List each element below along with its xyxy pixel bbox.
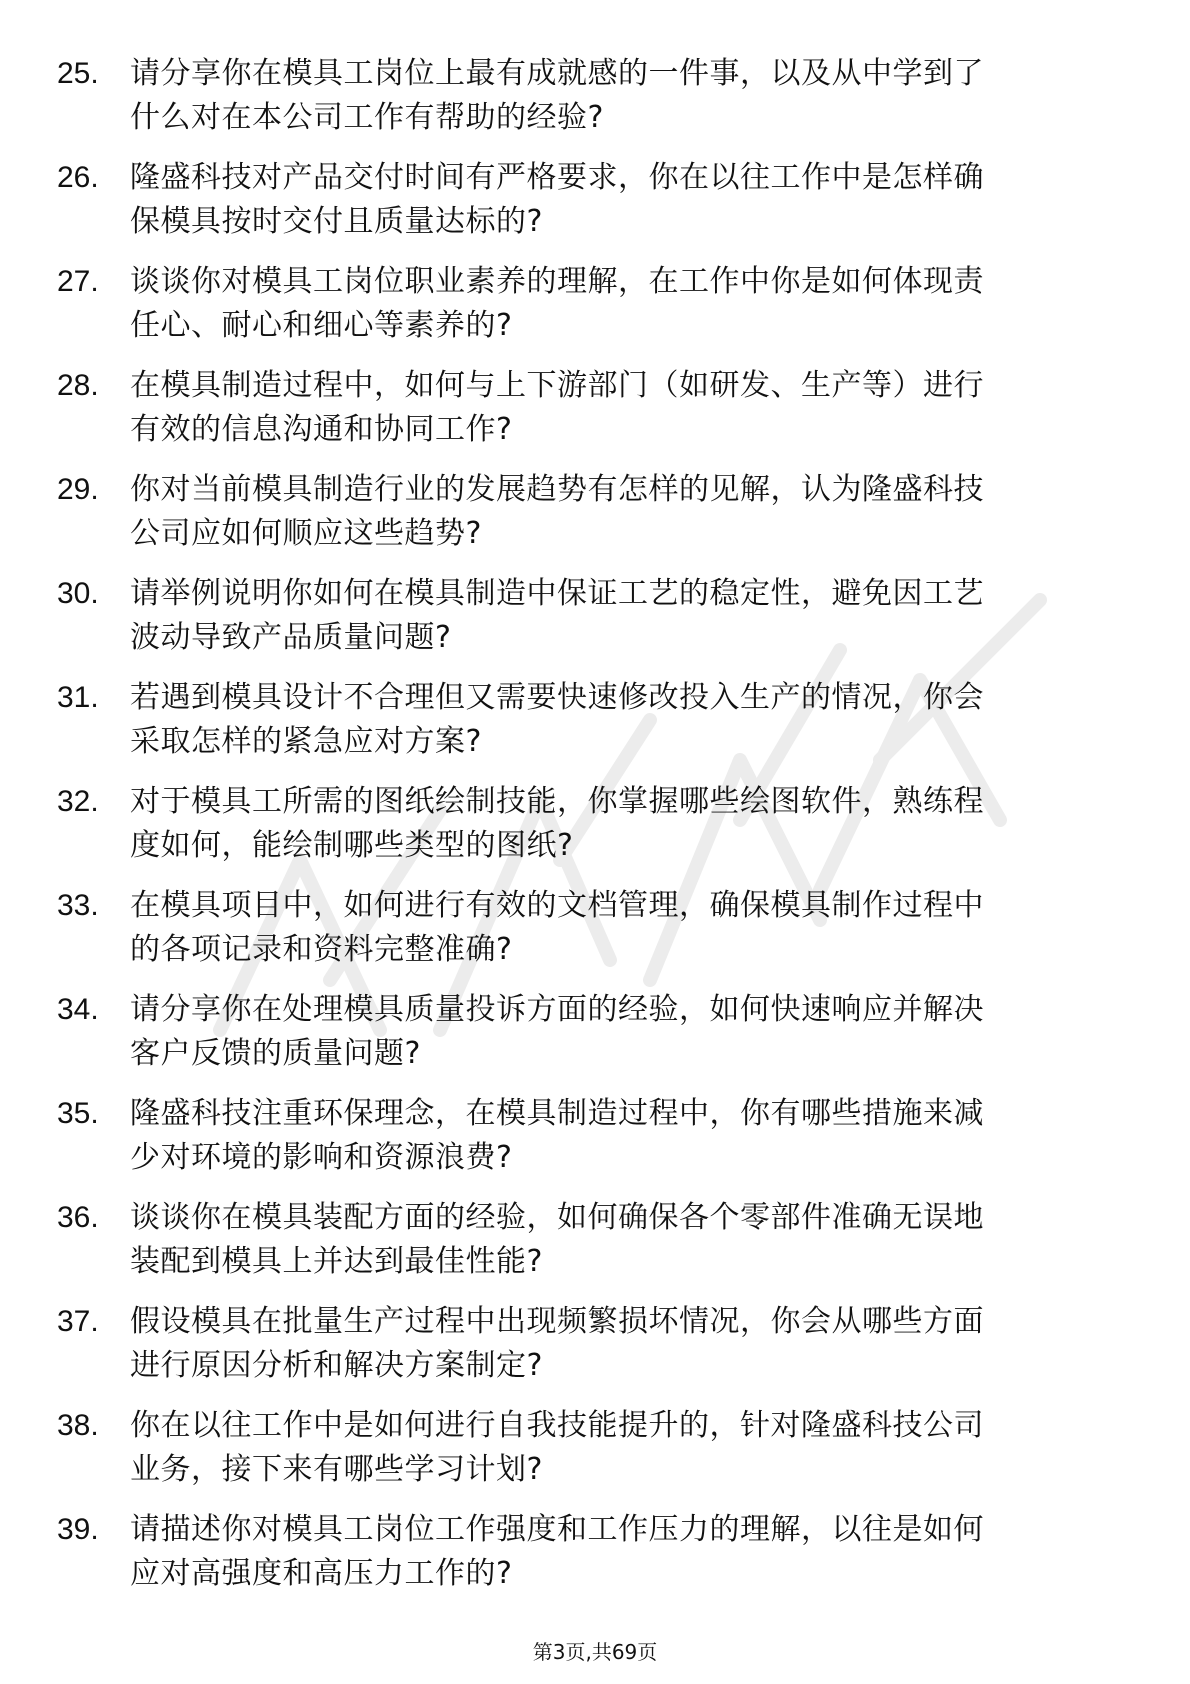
question-text [130,676,1130,764]
question-line-1: 对于模具工所需的图纸绘制技能，你掌握哪些绘图软件，熟练程 [130,784,984,819]
question-number: 39. [57,1513,99,1546]
list-item [57,364,1137,468]
question-line-1: 谈谈你对模具工岗位职业素养的理解，在工作中你是如何体现责 [130,264,984,299]
question-line-1: 你对当前模具制造行业的发展趋势有怎样的见解，认为隆盛科技 [130,472,984,507]
question-text [130,1092,1130,1180]
question-text [130,52,1130,140]
list-item [57,1508,1137,1612]
question-line-2: 进行原因分析和解决方案制定? [130,1348,543,1383]
question-line-2: 度如何，能绘制哪些类型的图纸? [130,828,574,863]
question-number: 28. [57,369,99,402]
question-text [130,572,1130,660]
list-item [57,1404,1137,1508]
question-line-1: 你在以往工作中是如何进行自我技能提升的，针对隆盛科技公司 [130,1408,984,1443]
question-line-2: 采取怎样的紧急应对方案? [130,724,482,759]
list-item [57,1092,1137,1196]
question-line-1: 在模具制造过程中，如何与上下游部门（如研发、生产等）进行 [130,368,984,403]
question-text [130,1196,1130,1284]
question-number: 25. [57,57,99,90]
question-line-1: 谈谈你在模具装配方面的经验，如何确保各个零部件准确无误地 [130,1200,984,1235]
question-line-1: 请分享你在处理模具质量投诉方面的经验，如何快速响应并解决 [130,992,984,1027]
question-line-2: 任心、耐心和细心等素养的? [130,308,513,343]
question-number: 32. [57,785,99,818]
question-text [130,988,1130,1076]
question-line-2: 什么对在本公司工作有帮助的经验? [130,100,604,135]
question-line-1: 假设模具在批量生产过程中出现频繁损坏情况，你会从哪些方面 [130,1304,984,1339]
question-list [57,52,1137,1612]
question-text [130,884,1130,972]
list-item [57,1196,1137,1300]
question-number: 35. [57,1097,99,1130]
question-number: 34. [57,993,99,1026]
question-number: 36. [57,1201,99,1234]
question-line-2: 装配到模具上并达到最佳性能? [130,1244,543,1279]
question-line-2: 的各项记录和资料完整准确? [130,932,513,967]
question-line-2: 有效的信息沟通和协同工作? [130,412,513,447]
list-item [57,676,1137,780]
list-item [57,1300,1137,1404]
list-item [57,572,1137,676]
page-footer [0,1638,1190,1666]
question-text [130,1300,1130,1388]
question-number: 38. [57,1409,99,1442]
question-line-2: 应对高强度和高压力工作的? [130,1556,513,1591]
question-line-2: 业务，接下来有哪些学习计划? [130,1452,543,1487]
question-line-2: 公司应如何顺应这些趋势? [130,516,482,551]
question-number: 27. [57,265,99,298]
question-line-1: 若遇到模具设计不合理但又需要快速修改投入生产的情况，你会 [130,680,984,715]
question-line-2: 波动导致产品质量问题? [130,620,452,655]
question-number: 33. [57,889,99,922]
question-line-1: 请分享你在模具工岗位上最有成就感的一件事，以及从中学到了 [130,56,984,91]
list-item [57,780,1137,884]
question-line-1: 在模具项目中，如何进行有效的文档管理，确保模具制作过程中 [130,888,984,923]
question-line-1: 隆盛科技对产品交付时间有严格要求，你在以往工作中是怎样确 [130,160,984,195]
question-text [130,1404,1130,1492]
list-item [57,52,1137,156]
question-text [130,156,1130,244]
list-item [57,884,1137,988]
question-text [130,1508,1130,1596]
question-line-1: 请举例说明你如何在模具制造中保证工艺的稳定性，避免因工艺 [130,576,984,611]
question-line-1: 隆盛科技注重环保理念，在模具制造过程中，你有哪些措施来减 [130,1096,984,1131]
question-line-2: 客户反馈的质量问题? [130,1036,421,1071]
page-number-label: 第3页,共69页 [532,1640,658,1664]
question-line-2: 少对环境的影响和资源浪费? [130,1140,513,1175]
list-item [57,468,1137,572]
question-text [130,468,1130,556]
list-item [57,260,1137,364]
question-text [130,364,1130,452]
list-item [57,988,1137,1092]
question-line-1: 请描述你对模具工岗位工作强度和工作压力的理解，以往是如何 [130,1512,984,1547]
question-text [130,260,1130,348]
question-number: 29. [57,473,99,506]
question-text [130,780,1130,868]
list-item [57,156,1137,260]
question-number: 30. [57,577,99,610]
question-number: 31. [57,681,99,714]
question-number: 26. [57,161,99,194]
question-line-2: 保模具按时交付且质量达标的? [130,204,543,239]
question-number: 37. [57,1305,99,1338]
